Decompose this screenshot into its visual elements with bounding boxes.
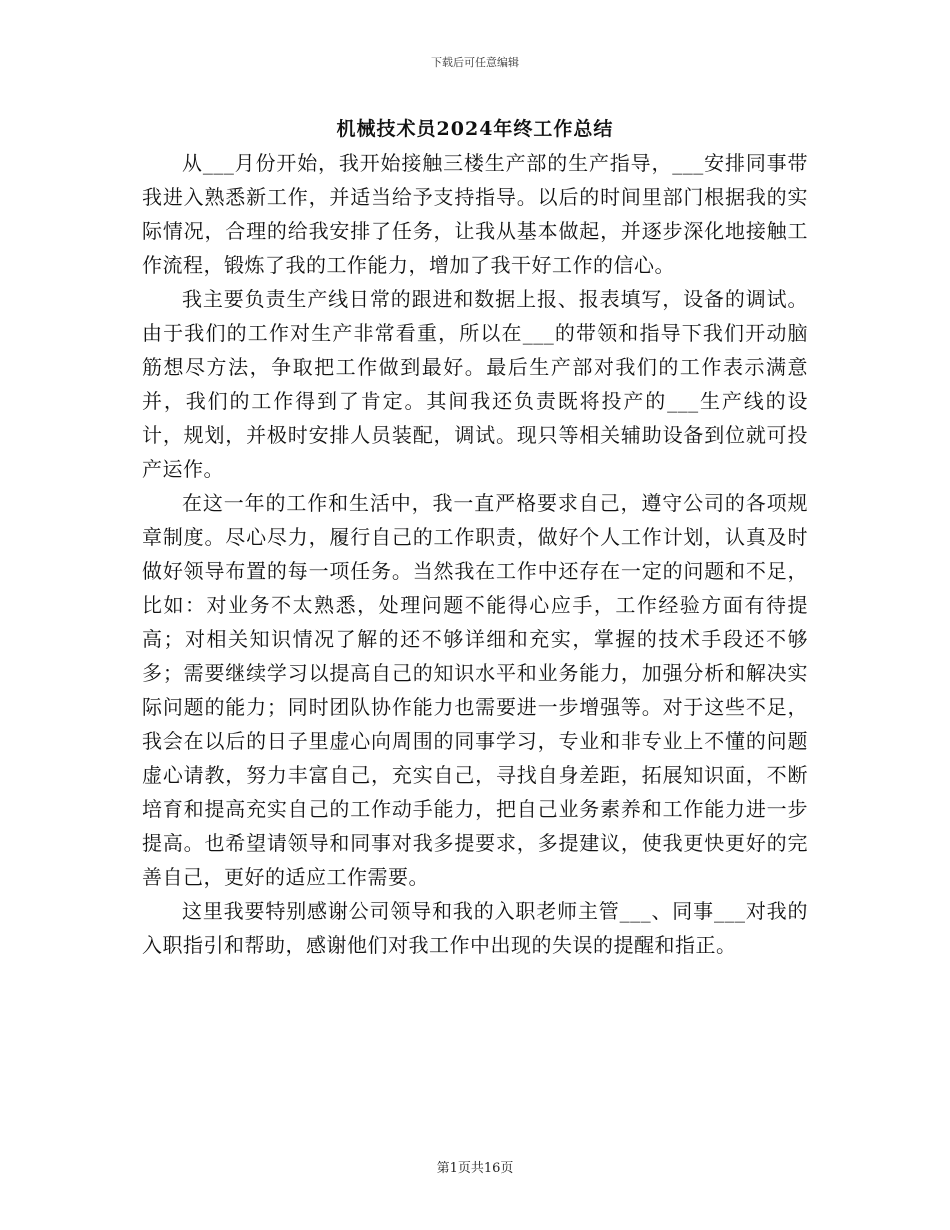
paragraph-2: 我主要负责生产线日常的跟进和数据上报、报表填写，设备的调试。由于我们的工作对生产非常看重，所以在___的带领和指导下我们开动脑筋想尽方法，争取把工作做到最好。最后生产部对我们的工作表示满意并，我们的工作得到了肯定。其间我还负责既将投产的___生产线的设计，规划，并极时安排人员装配，调试。现只等相关辅助设备到位就可投产运作。 <box>142 287 808 481</box>
paragraph-1: 从___月份开始，我开始接触三楼生产部的生产指导，___安排同事带我进入熟悉新工作，并适当给予支持指导。以后的时间里部门根据我的实际情况，合理的给我安排了任务，让我从基本做起，并逐步深化地接触工作流程，锻炼了我的工作能力，增加了我干好工作的信心。 <box>142 151 808 277</box>
document-body <box>142 146 808 962</box>
document-title: 机械技术员2024年终工作总结 <box>336 118 614 140</box>
paragraph-3: 在这一年的工作和生活中，我一直严格要求自己，遵守公司的各项规章制度。尽心尽力，履行自己的工作职责，做好个人工作计划，认真及时做好领导布置的每一项任务。当然我在工作中还存在一定的问题和不足，比如：对业务不太熟悉，处理问题不能得心应手，工作经验方面有待提高；对相关知识情况了解的还不够详细和充实，掌握的技术手段还不够多；需要继续学习以提高自己的知识水平和业务能力，加强分析和解决实际问题的能力；同时团队协作能力也需要进一步增强等。对于这些不足，我会在以后的日子里虚心向周围的同事学习，专业和非专业上不懂的问题虚心请教，努力丰富自己，充实自己，寻找自身差距，拓展知识面，不断培育和提高充实自己的工作动手能力，把自己业务素养和工作能力进一步提高。也希望请领导和同事对我多提要求，多提建议，使我更快更好的完善自己，更好的适应工作需要。 <box>142 491 808 889</box>
header-note: 下载后可任意编辑 <box>431 56 519 69</box>
paragraph-4: 这里我要特别感谢公司领导和我的入职老师主管___、同事___对我的入职指引和帮助，感谢他们对我工作中出现的失误的提醒和指正。 <box>142 899 808 957</box>
page-number-footer: 第1页共16页 <box>436 1161 514 1176</box>
